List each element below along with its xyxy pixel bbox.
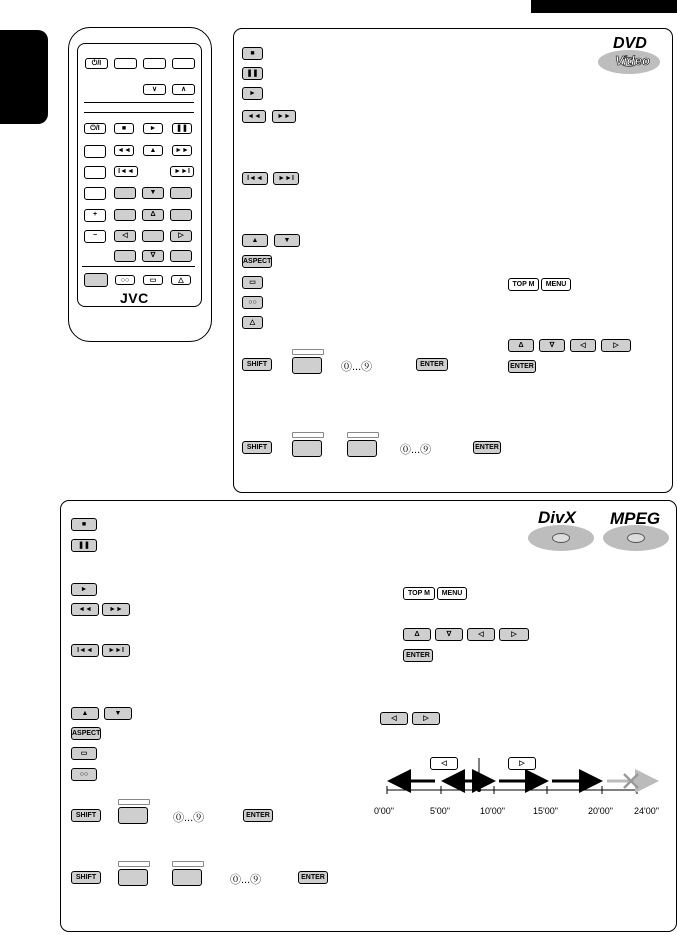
- remote-up-button[interactable]: ∧: [172, 84, 195, 95]
- remote-button[interactable]: [114, 58, 137, 69]
- remote-subtitle-button[interactable]: ▭: [143, 275, 163, 285]
- menu-key: MENU: [541, 278, 571, 291]
- shift-combo-key: [118, 807, 148, 824]
- mpeg-logo: MPEG: [610, 509, 661, 528]
- up-key: ▲: [242, 234, 268, 247]
- angle-key: △: [242, 316, 263, 329]
- enter-key: ENTER: [508, 360, 536, 373]
- subtitle-key: ▭: [242, 276, 263, 289]
- remote-button[interactable]: [114, 209, 136, 221]
- remote-cursor-right-button[interactable]: ▷: [170, 230, 192, 242]
- top-menu-key: TOP M: [403, 587, 435, 600]
- timeline-diagram: [375, 750, 675, 810]
- remote-divider: [82, 266, 195, 267]
- remote-pause-button[interactable]: ❚❚: [172, 123, 192, 134]
- remote-power-button[interactable]: ⏻/I: [85, 58, 108, 69]
- remote-prev-button[interactable]: I◄◄: [114, 166, 138, 177]
- remote-vol-up-button[interactable]: +: [84, 209, 106, 222]
- cursor-right-key: ▷: [499, 628, 529, 641]
- menu-key: MENU: [437, 587, 467, 600]
- timeline-tick-label: 20'00": [588, 806, 613, 816]
- cursor-up-key: Δ: [403, 628, 431, 641]
- fast-forward-key: ►►: [272, 110, 296, 123]
- divx-disc-icon: [528, 525, 594, 551]
- rewind-key: ◄◄: [71, 603, 99, 616]
- key-label-box: [172, 861, 204, 867]
- fast-forward-key: ►►: [102, 603, 130, 616]
- shift-key: SHIFT: [242, 441, 272, 454]
- subtitle-key: ▭: [71, 747, 97, 760]
- remote-button-area: [77, 43, 202, 307]
- digit-keys: ⓪...⑨: [230, 874, 262, 886]
- remote-divider: [84, 102, 194, 103]
- timeline-tick-label: 10'00": [480, 806, 505, 816]
- video-logo: Video: [615, 53, 650, 68]
- enter-key: ENTER: [298, 871, 328, 884]
- key-label-box: [347, 432, 379, 438]
- audio-key: ○○: [242, 296, 263, 309]
- remote-vol-down-button[interactable]: −: [84, 230, 106, 243]
- cursor-down-key: ∇: [539, 339, 565, 352]
- remote-button[interactable]: [114, 187, 136, 199]
- down-key: ▼: [104, 707, 132, 720]
- shift-combo-key: [118, 869, 148, 886]
- stop-key: ■: [242, 47, 263, 60]
- cursor-right-key: ▷: [601, 339, 631, 352]
- enter-key: ENTER: [243, 809, 273, 822]
- digit-keys: ⓪...⑨: [173, 812, 205, 824]
- remote-play-button[interactable]: ►: [143, 123, 163, 134]
- remote-button[interactable]: [170, 250, 192, 262]
- divx-logo: DivX: [538, 508, 576, 527]
- key-label-box: [292, 432, 324, 438]
- top-menu-key: TOP M: [508, 278, 539, 291]
- language-tab: [0, 30, 48, 124]
- divx-mpeg-operations-panel: [60, 500, 677, 932]
- timeline-back-key: ◁: [430, 757, 458, 770]
- up-key: ▲: [71, 707, 99, 720]
- remote-stop-button[interactable]: ■: [114, 123, 134, 134]
- next-key: ►►I: [102, 644, 130, 657]
- shift-combo-key: [172, 869, 202, 886]
- remote-button[interactable]: [84, 166, 106, 179]
- previous-key: I◄◄: [71, 644, 99, 657]
- timeline-tick-label: 15'00": [533, 806, 558, 816]
- digit-keys: ⓪...⑨: [400, 444, 432, 456]
- audio-key: ○○: [71, 768, 97, 781]
- key-label-box: [118, 861, 150, 867]
- remote-button[interactable]: [84, 145, 106, 158]
- remote-button[interactable]: [143, 58, 166, 69]
- shift-combo-key: [292, 440, 322, 457]
- stop-key: ■: [71, 518, 97, 531]
- remote-ff-button[interactable]: ►►: [172, 145, 192, 156]
- cursor-right-key: ▷: [412, 712, 440, 725]
- dvd-logo: DVD: [613, 35, 647, 52]
- shift-key: SHIFT: [71, 809, 101, 822]
- remote-button[interactable]: [114, 250, 136, 262]
- cursor-left-key: ◁: [467, 628, 495, 641]
- shift-key: SHIFT: [242, 358, 272, 371]
- brand-logo: JVC: [120, 290, 149, 306]
- remote-power2-button[interactable]: ⏻/I: [84, 123, 106, 134]
- cursor-left-key: ◁: [570, 339, 596, 352]
- pause-key: ❚❚: [71, 539, 97, 552]
- remote-cursor-left-button[interactable]: ◁: [114, 230, 136, 242]
- play-key: ►: [242, 87, 263, 100]
- remote-angle-button[interactable]: △: [171, 275, 191, 285]
- aspect-key: ASPECT: [71, 727, 101, 740]
- timeline-tick-label: 24'00": [634, 806, 659, 816]
- cursor-down-key: ∇: [435, 628, 463, 641]
- cursor-up-key: Δ: [508, 339, 534, 352]
- shift-combo-key: [292, 357, 322, 374]
- down-key: ▼: [274, 234, 300, 247]
- aspect-key: ASPECT: [242, 255, 272, 268]
- rewind-key: ◄◄: [242, 110, 266, 123]
- page-header-bar: [531, 0, 677, 13]
- dvd-operations-panel: [233, 28, 673, 493]
- shift-combo-key: [347, 440, 377, 457]
- remote-rew-button[interactable]: ◄◄: [114, 145, 134, 156]
- previous-key: I◄◄: [242, 172, 268, 185]
- remote-button[interactable]: [84, 273, 108, 287]
- remote-button[interactable]: [142, 230, 164, 242]
- digit-keys: ⓪...⑨: [341, 361, 373, 373]
- remote-cursor-down-button[interactable]: ∇: [142, 250, 164, 262]
- timeline-forward-key: ▷: [508, 757, 536, 770]
- shift-key: SHIFT: [71, 871, 101, 884]
- remote-up-arrow-button[interactable]: ▲: [143, 145, 163, 156]
- remote-button[interactable]: [170, 209, 192, 221]
- remote-button[interactable]: [170, 187, 192, 199]
- remote-button[interactable]: [172, 58, 195, 69]
- enter-key: ENTER: [473, 441, 501, 454]
- next-key: ►►I: [273, 172, 299, 185]
- remote-next-button[interactable]: ►►I: [170, 166, 194, 177]
- timeline-tick-label: 0'00": [374, 806, 394, 816]
- remote-down-button[interactable]: ∨: [143, 84, 166, 95]
- pause-key: ❚❚: [242, 67, 263, 80]
- play-key: ►: [71, 583, 97, 596]
- timeline-tick-label: 5'00": [430, 806, 450, 816]
- cursor-left-key: ◁: [380, 712, 408, 725]
- key-label-box: [292, 349, 324, 355]
- remote-down-arrow-button[interactable]: ▼: [142, 187, 164, 199]
- key-label-box: [118, 799, 150, 805]
- remote-audio-button[interactable]: ○○: [115, 275, 135, 285]
- remote-cursor-up-button[interactable]: Δ: [142, 209, 164, 221]
- remote-divider: [84, 112, 194, 113]
- enter-key: ENTER: [416, 358, 448, 371]
- remote-button[interactable]: [84, 187, 106, 200]
- enter-key: ENTER: [403, 649, 433, 662]
